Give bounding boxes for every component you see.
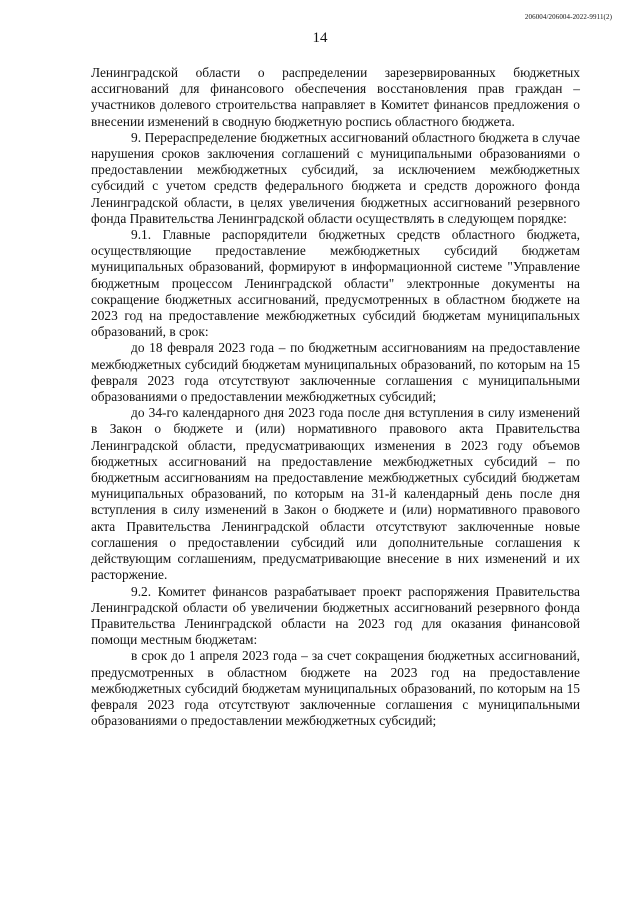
paragraph-section-9: 9. Перераспределение бюджетных ассигнований областного бюджета в случае нарушения сроков заключения соглашений с муниципальными образованиями о предоставлении межбюджетных субсидий, за исключением межбюджетных субсидий с учетом средств федерального бюджета и средств дорожного фонда Ленинградской области, в целях увеличения бюджетных ассигнований резервного фонда Правительства Ленинградской области осуществлять в следующем порядке: xyxy=(91,129,580,226)
paragraph-continuation: Ленинградской области о распределении зарезервированных бюджетных ассигнований для финансового обеспечения восстановления прав граждан – участников долевого строительства направляет в Комитет финансов предложения о внесении изменений в сводную бюджетную роспись областного бюджета. xyxy=(91,65,580,129)
document-registration-code: 206004/206004-2022-9911(2) xyxy=(524,13,612,21)
paragraph-deadline-apr-1: в срок до 1 апреля 2023 года – за счет сокращения бюджетных ассигнований, предусмотренных в областном бюджете на 2023 год на предоставление межбюджетных субсидий бюджетам муниципальных образований, по которым на 15 февраля 2023 года отсутствуют заключенные соглашения с муниципальными образованиями о предоставлении межбюджетных субсидий; xyxy=(91,648,580,729)
page-number: 14 xyxy=(312,30,328,46)
document-body xyxy=(91,65,580,729)
paragraph-deadline-feb-18: до 18 февраля 2023 года – по бюджетным ассигнованиям на предоставление межбюджетных субсидий бюджетам муниципальных образований, по которым на 15 февраля 2023 года отсутствуют заключенные соглашения с муниципальными образованиями о предоставлении межбюджетных субсидий; xyxy=(91,340,580,405)
paragraph-section-9-1: 9.1. Главные распорядители бюджетных средств областного бюджета, осуществляющие предоставление межбюджетных субсидий бюджетам муниципальных образований, формируют в информационной системе "Управление бюджетным процессом Ленинградской области" электронные документы на сокращение бюджетных ассигнований, предусмотренных в областном бюджете на 2023 год на предоставление межбюджетных субсидий бюджетам муниципальных образований, в срок: xyxy=(91,227,580,340)
paragraph-deadline-34th-day: до 34-го календарного дня 2023 года после дня вступления в силу изменений в Закон о бюджете и (или) нормативного правового акта Правительства Ленинградской области, предусматривающих изменения в 2023 году объемов бюджетных ассигнований на предоставление межбюджетных субсидий – по бюджетным ассигнованиям на предоставление межбюджетных субсидий бюджетам муниципальных образований, по которым на 31-й календарный день после дня вступления в силу изменений в Закон о бюджете и (или) нормативного правового акта Правительства Ленинградской области отсутствуют заключенные новые соглашения о предоставлении субсидий или дополнительные соглашения к действующим соглашениям, предусматривающие внесение в них изменений и их расторжение. xyxy=(91,405,580,583)
paragraph-section-9-2: 9.2. Комитет финансов разрабатывает проект распоряжения Правительства Ленинградской области об увеличении бюджетных ассигнований резервного фонда Правительства Ленинградской области на 2023 год для оказания финансовой помощи местным бюджетам: xyxy=(91,583,580,648)
